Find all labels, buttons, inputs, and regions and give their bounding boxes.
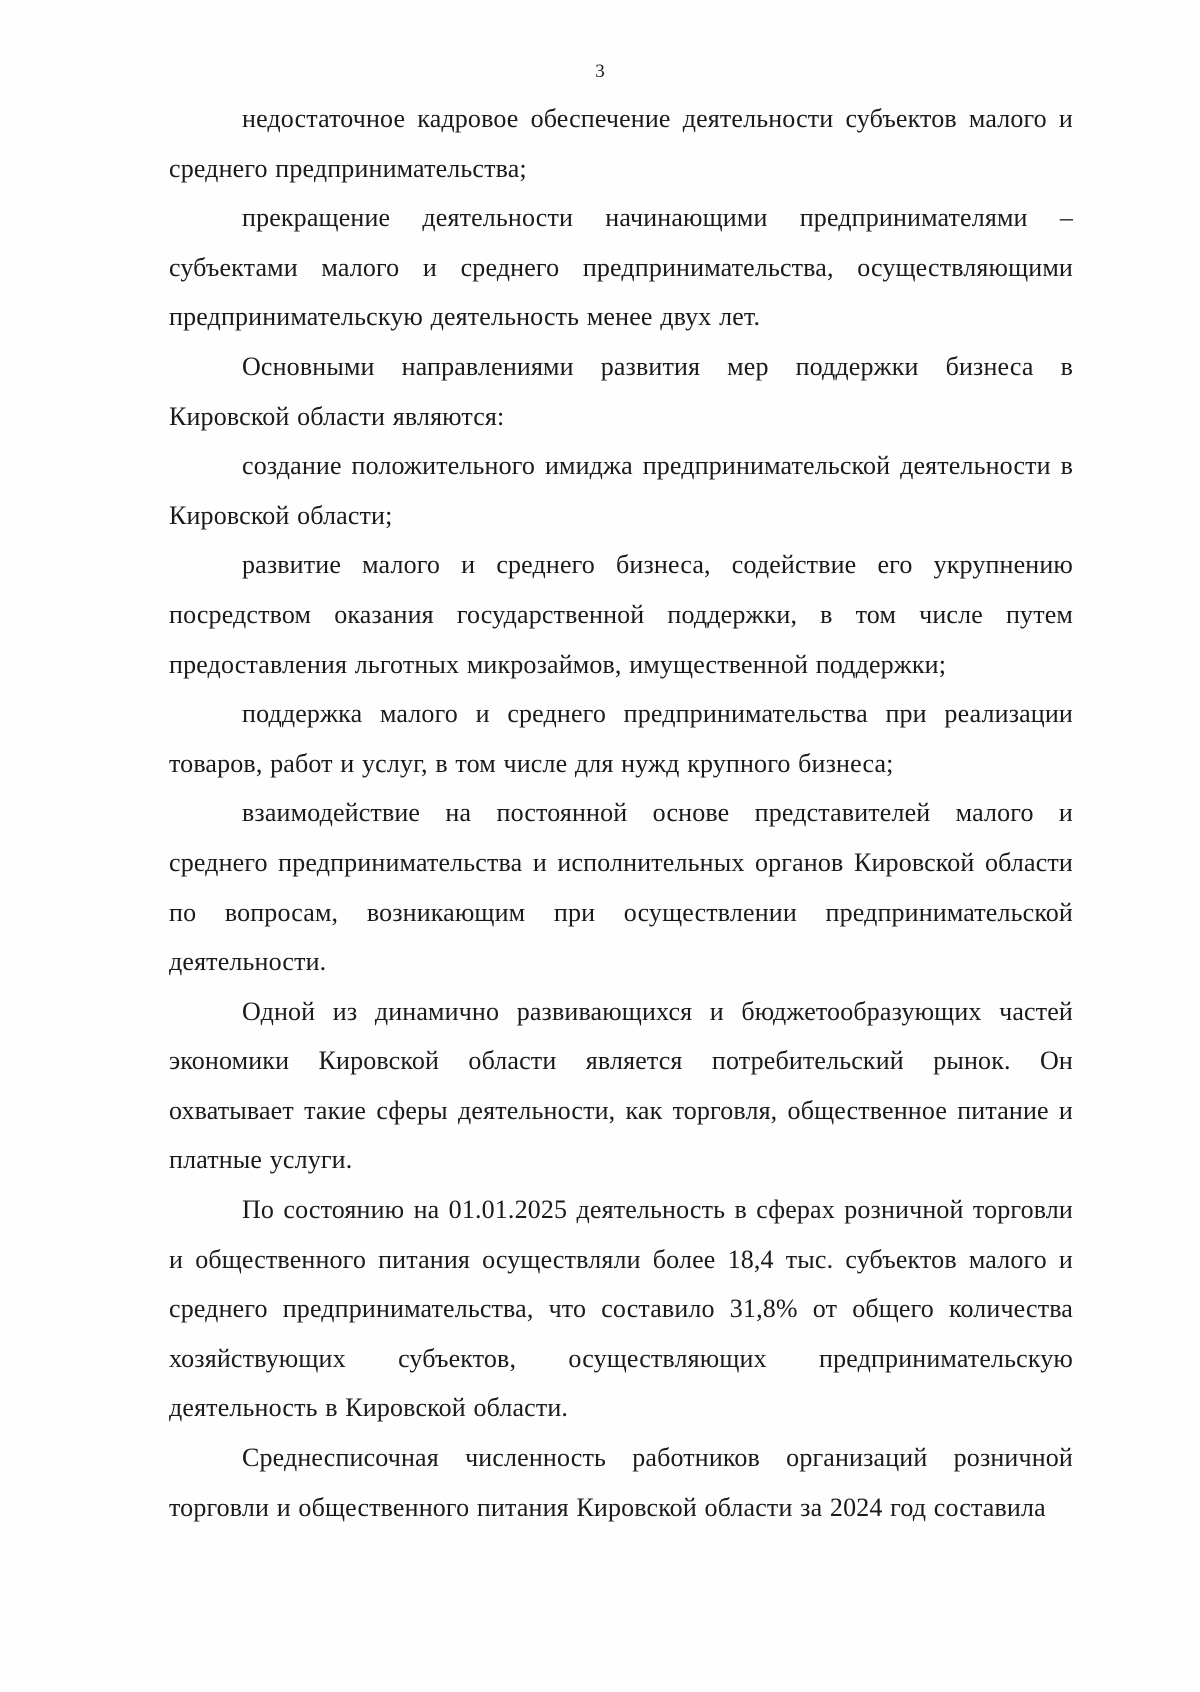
paragraph-business-development: развитие малого и среднего бизнеса, содействие его укрупнению посредством оказания государственной поддержки, в том числе путем предоставления льготных микрозаймов, имущественной поддержки; [169,550,1073,679]
paragraph-employment: Среднесписочная численность работников организаций розничной торговли и общественного питания Кировской области за 2024 год составила [169,1443,1073,1522]
paragraph-cooperation: взаимодействие на постоянной основе представителей малого и среднего предпринимательства и исполнительных органов Кировской области по вопросам, возникающим при осуществлении предпринимательской деятельности. [169,798,1073,977]
paragraph-staffing: недостаточное кадровое обеспечение деятельности субъектов малого и среднего предпринимательства; [169,104,1073,183]
paragraph-positive-image: создание положительного имиджа предпринимательской деятельности в Кировской области; [169,451,1073,530]
paragraph-directions-intro: Основными направлениями развития мер поддержки бизнеса в Кировской области являются: [169,351,1073,431]
paragraph-consumer-market: Одной из динамично развивающихся и бюджетообразующих частей экономики Кировской области является потребительский рынок. Он охватывает такие сферы деятельности, как торговля, общественное питание и платные услуги. [169,996,1073,1175]
paragraph-sales-support: поддержка малого и среднего предпринимательства при реализации товаров, работ и услуг, в том числе для нужд крупного бизнеса; [169,699,1073,778]
page-number: 3 [595,61,605,82]
paragraph-retail-statistics: По состоянию на 01.01.2025 деятельность в сферах розничной торговли и общественного питания осуществляли более 18,4 тыс. субъектов малого и среднего предпринимательства, что составило 31,8% от общего количества хозяйствующих субъектов, осуществляющих предпринимательскую деятельность в Кировской области. [169,1195,1073,1423]
paragraph-termination: прекращение деятельности начинающими предпринимателями – субъектами малого и среднего предпринимательства, осуществляющими предпринимательскую деятельность менее двух лет. [169,203,1073,332]
